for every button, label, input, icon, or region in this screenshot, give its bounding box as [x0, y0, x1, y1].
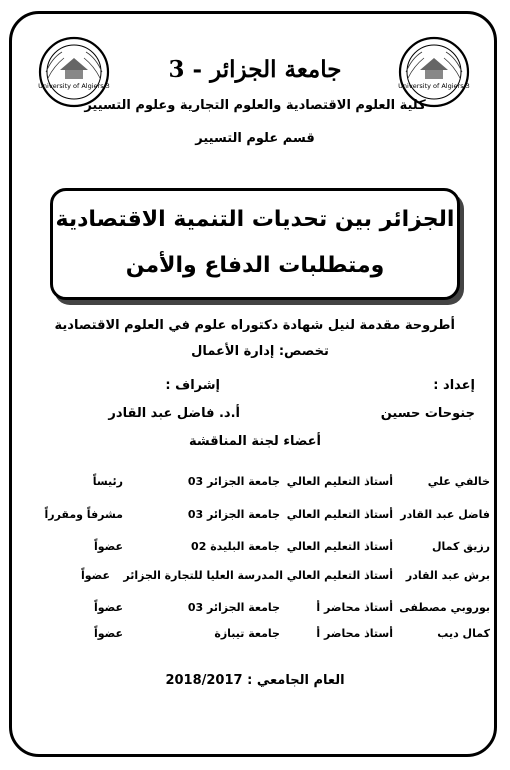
thesis-description: أطروحة مقدمة لنيل شهادة دكتوراه علوم في العلوم الاقتصادية [54, 318, 455, 333]
member-role: عضواً [80, 569, 110, 582]
member-name: رزيق كمال [432, 540, 490, 553]
member-role: عضواً [93, 627, 123, 640]
svg-text:University of Algiers 3: University of Algiers 3 [398, 82, 470, 90]
member-name: كمال ديب [437, 627, 490, 640]
member-role: رئيساً [92, 475, 123, 488]
member-rank: أستاذ التعليم العالي [286, 475, 393, 488]
faculty-name: كلية العلوم الاقتصادية والعلوم التجارية وعلوم التسيير [84, 98, 426, 113]
member-institution: جامعة تيبازة [214, 627, 280, 640]
supervisor-name: أ.د. فاضل عبد القادر [108, 406, 240, 421]
supervisor-label: إشراف : [165, 378, 220, 393]
member-role: عضواً [93, 601, 123, 614]
member-rank: أستاذ التعليم العالي [286, 569, 393, 582]
academic-year: العام الجامعي : 2018/2017 [165, 673, 345, 688]
member-rank: أستاذ محاضر أ [316, 627, 393, 640]
member-rank: أستاذ محاضر أ [316, 601, 393, 614]
member-rank: أستاذ التعليم العالي [286, 508, 393, 521]
member-institution: جامعة الجزائر 03 [187, 601, 280, 614]
member-name: فاضل عبد القادر [400, 508, 490, 521]
member-institution: المدرسة العليا للتجارة الجزائر [123, 569, 283, 582]
member-role: عضواً [93, 540, 123, 553]
member-rank: أستاذ التعليم العالي [286, 540, 393, 553]
member-institution: جامعة البليدة 02 [191, 540, 280, 553]
member-institution: جامعة الجزائر 03 [187, 508, 280, 521]
thesis-title-box [50, 188, 460, 300]
thesis-title-line-1: الجزائر بين تحديات التنمية الاقتصادية [55, 207, 455, 232]
member-name: خالفي علي [427, 475, 490, 488]
department-name: قسم علوم التسيير [195, 131, 315, 146]
member-institution: جامعة الجزائر 03 [187, 475, 280, 488]
svg-text:University of Algiers 3: University of Algiers 3 [38, 82, 110, 90]
specialty: تخصص: إدارة الأعمال [191, 344, 329, 359]
university-name: جامعة الجزائر - 3 [168, 56, 342, 83]
member-role: مشرفاً ومقرراً [44, 508, 123, 521]
committee-heading: أعضاء لجنة المناقشة [188, 434, 322, 449]
member-name: برش عبد القادر [405, 569, 490, 582]
thesis-title-line-2: ومتطلبات الدفاع والأمن [125, 253, 385, 278]
prepared-by-label: إعداد : [433, 378, 475, 393]
author-name: جنوحات حسين [380, 406, 475, 421]
member-name: بوروبي مصطفى [399, 601, 490, 614]
